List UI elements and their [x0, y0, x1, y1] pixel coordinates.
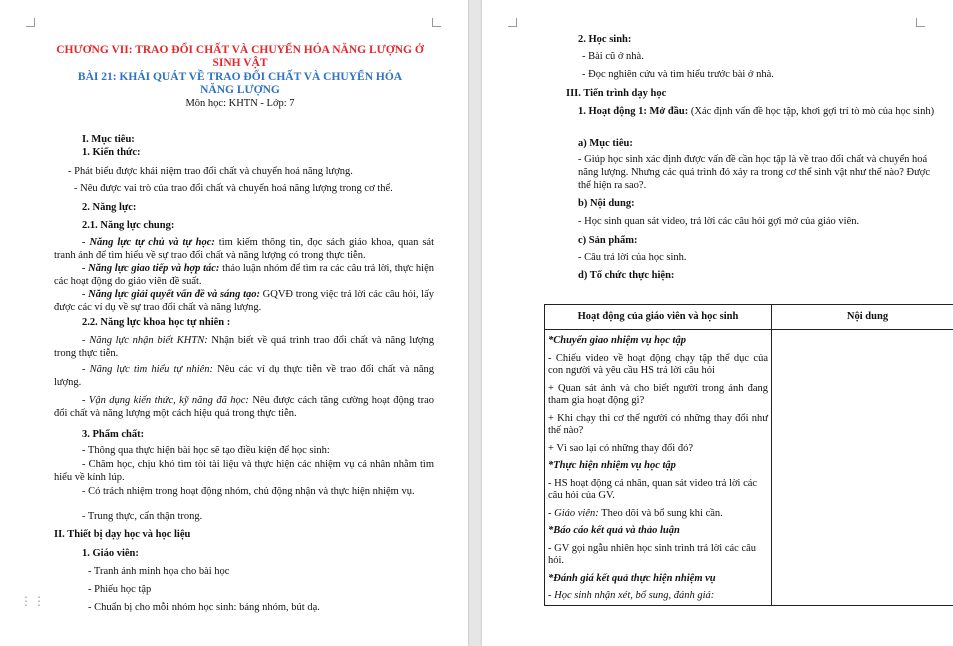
- subsection-heading: 2.1. Năng lực chung:: [82, 220, 175, 231]
- table-heading: *Thực hiện nhiệm vụ học tập: [548, 460, 676, 471]
- table-heading: *Chuyển giao nhiệm vụ học tập: [548, 335, 686, 346]
- table-text: - GV gọi ngẫu nhiên học sinh trình trả lời các câu hỏi.: [548, 542, 757, 566]
- subject-line: Môn học: KHTN - Lớp: 7: [185, 98, 295, 109]
- section-heading: II. Thiết bị dạy học và học liệu: [54, 529, 191, 540]
- table-cell-content: [772, 330, 953, 606]
- list-item: - Chăm học, chịu khó tìm tòi tài liệu và thực hiện các nhiệm vụ cá nhân nhằm tìm hiểu về kính lúp.: [54, 459, 434, 483]
- subsection-heading: 2. Học sinh:: [578, 34, 632, 45]
- corner-mark: [508, 18, 517, 27]
- paragraph: - Phát biểu được khái niệm trao đổi chất và chuyển hoá năng lượng.: [68, 166, 353, 177]
- paragraph: - Giúp học sinh xác định được vấn đề cần học tập là về trao đổi chất và chuyển hoá năng lượng. Nhưng các quá trình đó xảy ra trong cơ thể sinh vật như thế nào? Được thể hiện ra sao?.: [578, 154, 930, 191]
- list-item: - Trung thực, cẩn thận trong.: [82, 511, 203, 522]
- section-heading: III. Tiến trình dạy học: [566, 88, 667, 99]
- list-item: - Tranh ảnh minh họa cho bài học: [88, 566, 230, 577]
- subsection-heading: b) Nội dung:: [578, 198, 635, 209]
- corner-mark: [916, 18, 925, 27]
- paragraph: - Năng lực nhận biết KHTN: Nhận biết về quá trình trao đổi chất và năng lượng trong thực tiễn.: [54, 335, 434, 359]
- section-heading: I. Mục tiêu:: [82, 134, 135, 145]
- table-heading: *Báo cáo kết quả và thảo luận: [548, 525, 680, 536]
- table-text: - Học sinh nhận xét, bổ sung, đánh giá:: [548, 590, 715, 601]
- subsection-heading: c) Sản phẩm:: [578, 235, 638, 246]
- paragraph: - Nêu được vai trò của trao đổi chất và chuyển hoá năng lượng trong cơ thể.: [74, 183, 393, 194]
- subsection-heading: 2.2. Năng lực khoa học tự nhiên :: [82, 317, 231, 328]
- paragraph: - Năng lực tự chủ và tự học: tìm kiếm thông tin, đọc sách giáo khoa, quan sát tranh ảnh để tìm hiểu về sự trao đổi chất và năng lượng có trong thực tiễn.: [54, 237, 434, 261]
- subsection-heading: a) Mục tiêu:: [578, 138, 633, 149]
- list-item: - Đọc nghiên cứu và tìm hiểu trước bài ở nhà.: [582, 69, 774, 80]
- table-text: + Khi chạy thì cơ thể người có những thay đổi như thế nào?: [548, 412, 768, 436]
- paragraph: - Học sinh quan sát video, trả lời các câu hỏi gợi mở của giáo viên.: [578, 216, 860, 227]
- list-item: - Phiếu học tập: [88, 584, 152, 595]
- table-text: - HS hoạt động cá nhân, quan sát video trả lời các câu hỏi của GV.: [548, 477, 758, 501]
- list-item: - Chuẩn bị cho mỗi nhóm học sinh: bảng nhóm, bút dạ.: [88, 602, 320, 613]
- chapter-title: CHƯƠNG VII: TRAO ĐỔI CHẤT VÀ CHUYỂN HÓA NĂNG LƯỢNG Ở: [56, 44, 424, 56]
- paragraph: 1. Hoạt động 1: Mở đầu: (Xác định vấn đề học tập, khơi gợi trí tò mò của học sinh): [578, 106, 935, 117]
- document-page-right: [482, 0, 953, 646]
- table-text: + Vì sao lại có những thay đổi đó?: [548, 442, 693, 454]
- table-header: Nội dung: [772, 305, 953, 330]
- table-text: - Chiếu video về hoạt động chạy tập thể dục của con người và yêu cầu HS trả lời câu hỏi: [548, 352, 768, 376]
- lesson-title: BÀI 21: KHÁI QUÁT VỀ TRAO ĐỔI CHẤT VÀ CHUYỂN HÓA: [77, 71, 403, 83]
- table-text: + Quan sát ảnh và cho biết người trong ảnh đang tham gia hoạt động gì?: [548, 382, 768, 406]
- lesson-title-cont: NĂNG LƯỢNG: [200, 84, 280, 96]
- subsection-heading: 2. Năng lực:: [82, 202, 137, 213]
- table-row: [545, 330, 953, 606]
- table-header: Hoạt động của giáo viên và học sinh: [545, 305, 772, 330]
- list-item: - Thông qua thực hiện bài học sẽ tạo điều kiện để học sinh:: [82, 445, 330, 456]
- table-cell-activities: [545, 330, 772, 606]
- paragraph: - Năng lực giải quyết vấn đề và sáng tạo: GQVĐ trong việc trả lời các câu hỏi, lấy được các ví dụ về sự trao đổi chất và năng lượng.: [54, 289, 434, 313]
- table-header-row: [545, 305, 953, 330]
- list-item: - Có trách nhiệm trong hoạt động nhóm, chủ động nhận và thực hiện nhiệm vụ.: [82, 486, 415, 497]
- paragraph: - Câu trả lời của học sinh.: [578, 252, 687, 263]
- subsection-heading: 3. Phẩm chất:: [82, 429, 145, 440]
- document-page-left: [0, 0, 468, 646]
- list-item: - Bài cũ ở nhà.: [582, 51, 644, 62]
- paragraph: - Năng lực giao tiếp và hợp tác: thảo luận nhóm để tìm ra các câu trả lời, thực hiện các hoạt động do giáo viên đề suất.: [54, 263, 434, 287]
- paragraph: - Vận dụng kiến thức, kỹ năng đã học: Nêu được cách tăng cường hoạt động trao đổi chất và năng lượng một cách hiệu quả trong thực tiễn.: [54, 395, 435, 419]
- chapter-title-cont: SINH VẬT: [212, 57, 268, 69]
- drag-handle-icon[interactable]: ⋮⋮: [20, 594, 46, 608]
- corner-mark: [26, 18, 35, 27]
- table-text: - Giáo viên: Theo dõi và bổ sung khi cần.: [548, 507, 723, 519]
- paragraph: - Năng lực tìm hiểu tự nhiên: Nêu các ví dụ thực tiễn về trao đổi chất và năng lượng.: [54, 364, 434, 388]
- subsection-heading: 1. Giáo viên:: [82, 548, 139, 559]
- activity-table: [544, 304, 953, 606]
- subsection-heading: 1. Kiến thức:: [82, 147, 141, 158]
- table-heading: *Đánh giá kết quả thực hiện nhiệm vụ: [548, 572, 716, 584]
- corner-mark: [432, 18, 441, 27]
- subsection-heading: d) Tổ chức thực hiện:: [578, 270, 675, 281]
